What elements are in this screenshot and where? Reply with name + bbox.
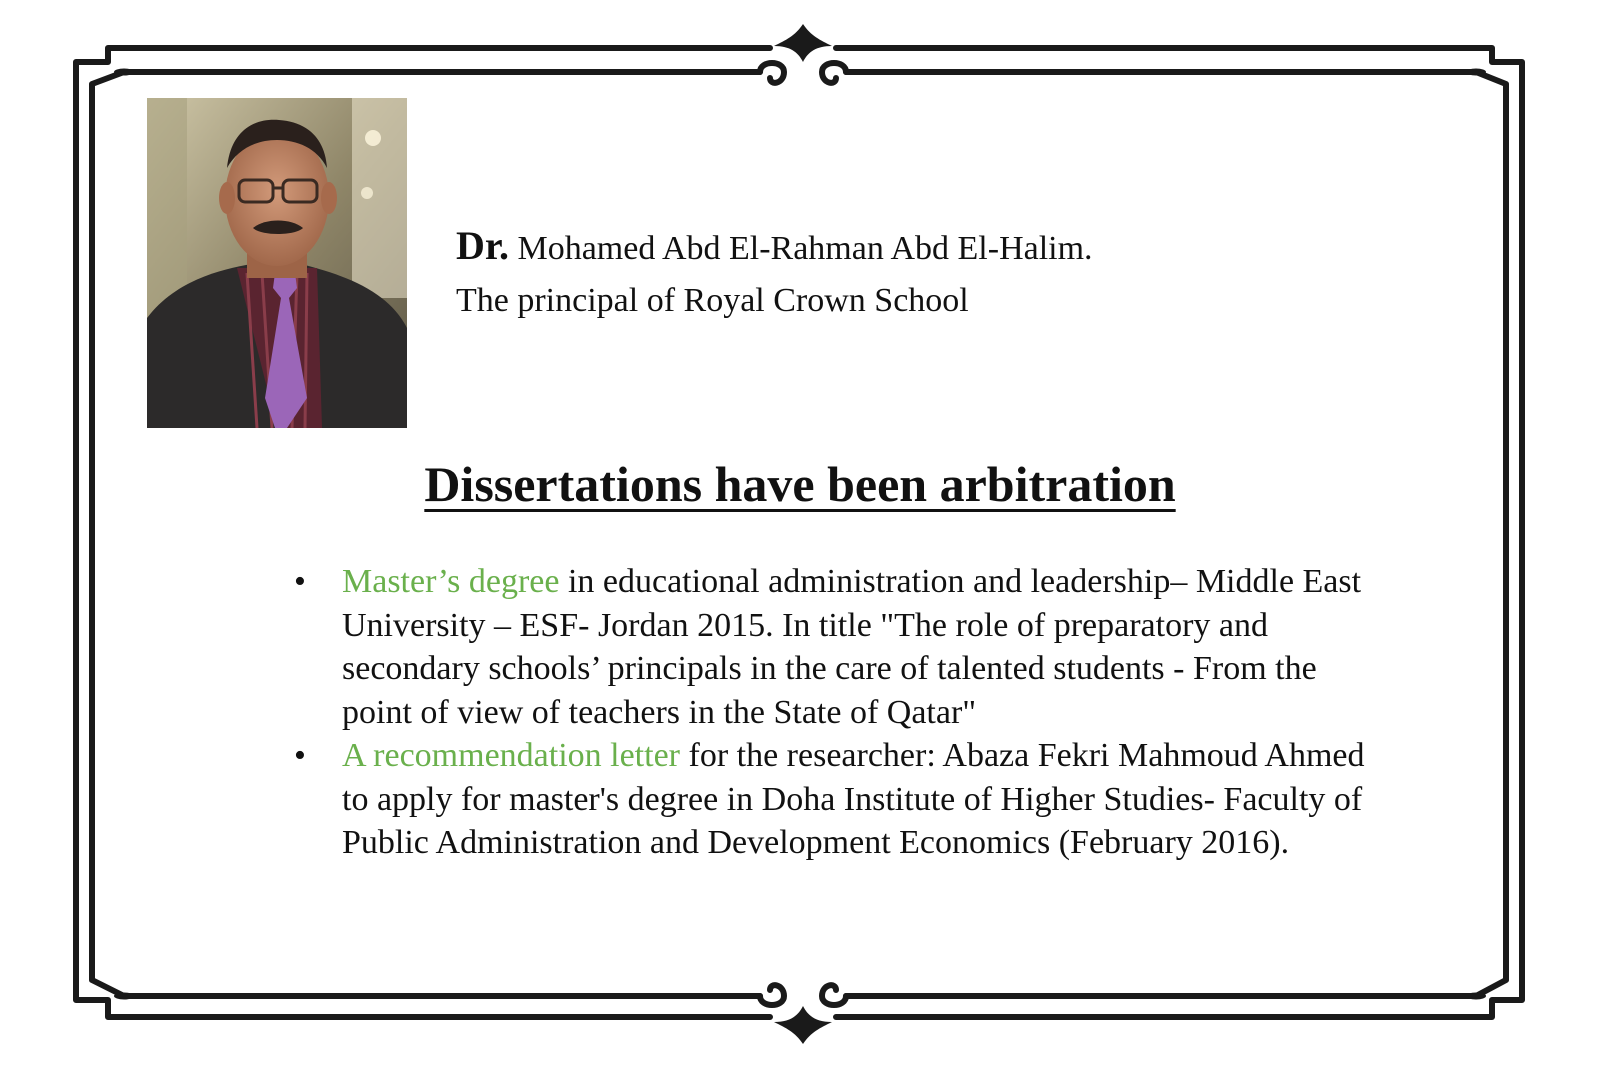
bullet-icon: •: [294, 737, 306, 774]
item-text: in educational administration and leadership– Middle East University – ESF- Jordan 2015. In title "The role of preparatory and secondary schools’ principals in the care of talented students - From the point of view of teachers in the State of Qatar": [342, 563, 1362, 731]
item-highlight: A recommendation letter: [342, 737, 680, 774]
portrait-photo: [147, 98, 407, 428]
list-item: [290, 734, 1390, 865]
bullet-icon: •: [294, 563, 306, 600]
item-text: for the researcher: Abaza Fekri Mahmoud Ahmed to apply for master's degree in Doha Institute of Higher Studies- Faculty of Public Administration and Development Economics (February 2016).: [342, 737, 1365, 861]
full-name: Mohamed Abd El-Rahman Abd El-Halim.: [508, 230, 1093, 267]
honorific: Dr.: [456, 223, 509, 268]
item-highlight: Master’s degree: [342, 563, 560, 600]
person-name: [456, 224, 1093, 271]
profile-block: [456, 224, 1093, 323]
dissertation-list: [290, 560, 1390, 865]
section-heading-text: Dissertations have been arbitration: [424, 456, 1176, 512]
section-heading: [0, 452, 1600, 516]
person-role: The principal of Royal Crown School: [456, 282, 969, 319]
list-item: [290, 560, 1390, 734]
